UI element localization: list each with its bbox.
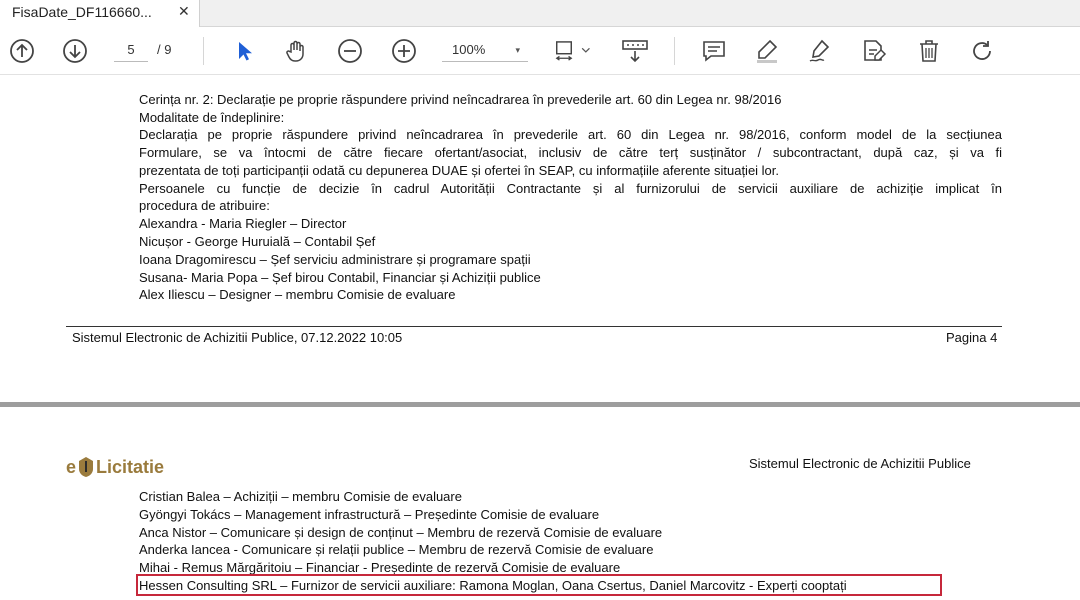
select-tool-button[interactable] xyxy=(230,37,258,65)
arrow-down-circle-icon xyxy=(62,38,88,64)
highlight-annotation-box[interactable] xyxy=(136,574,942,596)
document-line: Declarația pe proprie răspundere privind neîncadrarea în prevederile art. 60 din Legea nr. 98/2016, conform model de la secțiunea xyxy=(139,127,1002,142)
minus-circle-icon xyxy=(337,38,363,64)
document-line: Ioana Dragomirescu – Șef serviciu administrare și programare spații xyxy=(139,252,531,267)
arrow-up-circle-icon xyxy=(9,38,35,64)
document-line: Susana- Maria Popa – Șef birou Contabil, Financiar și Achiziții publice xyxy=(139,270,541,285)
zoom-in-button[interactable] xyxy=(390,37,418,65)
next-page-button[interactable] xyxy=(61,37,89,65)
hand-icon xyxy=(283,38,309,64)
fit-width-icon xyxy=(554,38,594,64)
logo-text: Licitatie xyxy=(96,456,165,477)
document-line: Persoanele cu funcție de decizie în cadrul Autorității Contractante și al furnizorului de servicii auxiliare de achiziție implicat în xyxy=(139,181,1002,196)
pen-signature-icon xyxy=(807,38,833,64)
tab-title: FisaDate_DF116660... xyxy=(12,4,152,20)
document-line: Modalitate de îndeplinire: xyxy=(139,110,285,125)
cursor-arrow-icon xyxy=(231,38,257,64)
document-line: procedura de atribuire: xyxy=(139,198,270,213)
elicitatie-logo xyxy=(66,456,164,478)
plus-circle-icon xyxy=(391,38,417,64)
document-tab[interactable] xyxy=(0,0,200,28)
logo-emblem-icon xyxy=(78,456,94,478)
toolbar-divider xyxy=(674,37,675,65)
toolbar xyxy=(0,27,1080,75)
zoom-out-button[interactable] xyxy=(336,37,364,65)
zoom-value: 100% xyxy=(452,42,486,57)
document-line: Cristian Balea – Achiziții – membru Comisie de evaluare xyxy=(139,489,462,504)
comment-icon xyxy=(701,38,727,64)
logo-letter: e xyxy=(66,456,77,477)
document-line: Cerința nr. 2: Declarație pe proprie răspundere privind neîncadrarea în prevederile art. 60 din Legea nr. 98/2016 xyxy=(139,92,782,107)
tab-bar xyxy=(0,0,1080,27)
fit-page-button[interactable] xyxy=(552,37,596,65)
page-scroll-icon xyxy=(620,38,650,64)
page-footer-left: Sistemul Electronic de Achizitii Publice, 07.12.2022 10:05 xyxy=(72,330,403,345)
page-number-input[interactable]: 5 xyxy=(114,40,148,62)
delete-button[interactable] xyxy=(915,37,943,65)
document-line: Formulare, se va întocmi de către fiecare ofertant/asociat, inclusiv de către terț susținător / subcontractant, după caz, și va fi xyxy=(139,145,1002,160)
document-line: Mihai - Remus Mărgăritoiu – Financiar - Președinte de rezervă Comisie de evaluare xyxy=(139,560,621,575)
comment-button[interactable] xyxy=(700,37,728,65)
page-separator xyxy=(0,402,1080,407)
document-line: Anca Nistor – Comunicare și design de conținut – Membru de rezervă Comisie de evaluare xyxy=(139,525,663,540)
footer-divider xyxy=(66,326,1002,327)
document-line: Alexandra - Maria Riegler – Director xyxy=(139,216,347,231)
document-line: Alex Iliescu – Designer – membru Comisie de evaluare xyxy=(139,287,456,302)
highlight-button[interactable] xyxy=(753,37,781,65)
rotate-clockwise-icon xyxy=(969,38,995,64)
page-header-right: Sistemul Electronic de Achizitii Publice xyxy=(749,456,971,471)
rotate-button[interactable] xyxy=(968,37,996,65)
highlighted-document-line: Hessen Consulting SRL – Furnizor de servicii auxiliare: Ramona Moglan, Oana Csertus, Daniel Marcovitz - Experți cooptați xyxy=(139,578,847,593)
zoom-select[interactable] xyxy=(442,40,528,62)
close-icon[interactable]: ✕ xyxy=(178,3,190,19)
previous-page-button[interactable] xyxy=(8,37,36,65)
hand-tool-button[interactable] xyxy=(282,37,310,65)
toolbar-divider xyxy=(203,37,204,65)
trash-icon xyxy=(916,38,942,64)
page-total: / 9 xyxy=(157,42,172,57)
page-view-button[interactable] xyxy=(620,37,650,65)
document-line: Gyöngyi Tokács – Management infrastructură – Președinte Comisie de evaluare xyxy=(139,507,600,522)
document-line: Anderka Iancea - Comunicare și relații publice – Membru de rezervă Comisie de evaluare xyxy=(139,542,654,557)
edit-text-button[interactable] xyxy=(860,37,888,65)
chevron-down-icon: ▾ xyxy=(515,45,520,55)
page-footer-right: Pagina 4 xyxy=(946,330,998,345)
document-line: Nicușor - George Huruială – Contabil Șef xyxy=(139,234,376,249)
highlighter-icon xyxy=(754,38,780,64)
document-line: prezentata de toți participanții odată cu depunerea DUAE și ofertei în SEAP, cu informațiile aferente situației lor. xyxy=(139,163,780,178)
sign-button[interactable] xyxy=(806,37,834,65)
document-view[interactable] xyxy=(0,76,1080,600)
edit-document-icon xyxy=(861,38,887,64)
